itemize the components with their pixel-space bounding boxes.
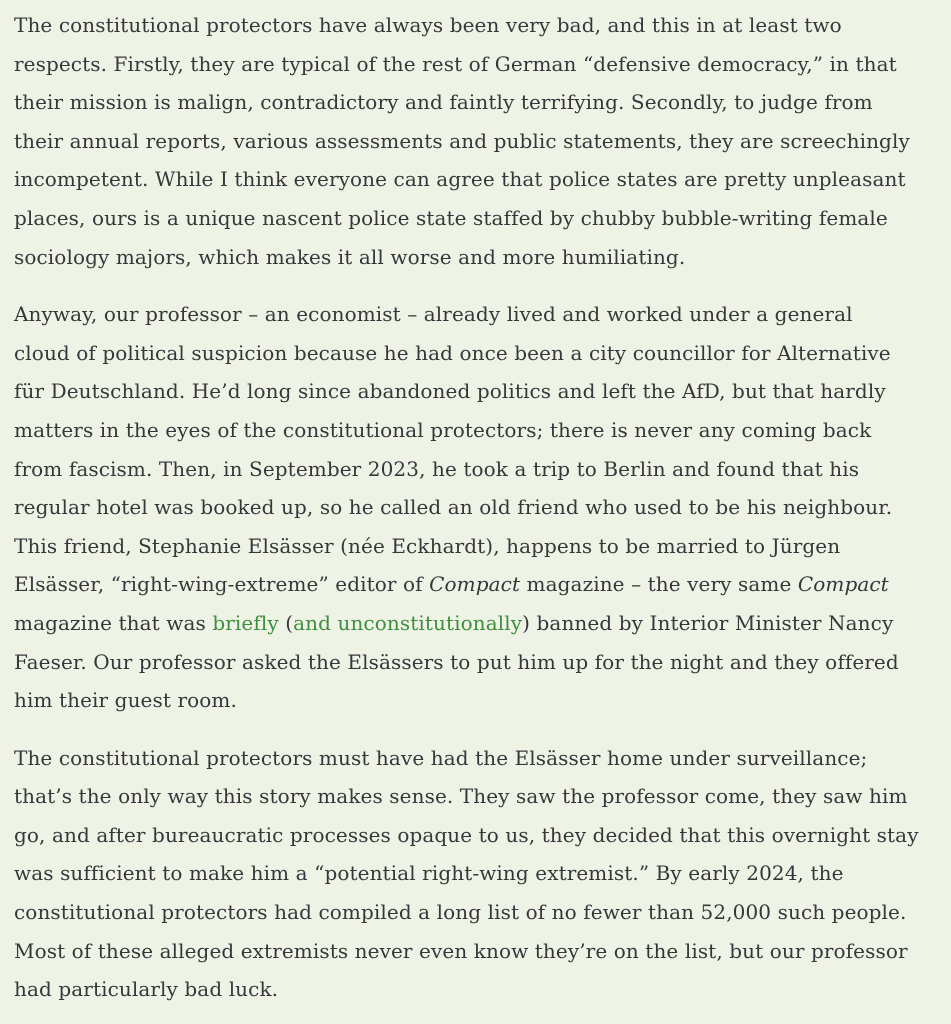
text-segment: magazine that was (14, 610, 213, 635)
text-line: cloud of political suspicion because he had once been a city councillor for Alternative (14, 340, 891, 365)
text-line: regular hotel was booked up, so he called an old friend who used to be his neighbour. (14, 495, 893, 520)
text-line: go, and after bureaucratic processes opaque to us, they decided that this overnight stay (14, 822, 919, 847)
text-line: incompetent. While I think everyone can agree that police states are pretty unpleasant (14, 167, 906, 192)
text-segment: Elsässer, “right-wing-extreme” editor of (14, 572, 430, 597)
publication-title: Compact (797, 572, 889, 597)
text-line: their mission is malign, contradictory and faintly terrifying. Secondly, to judge from (14, 90, 873, 115)
text-line: their annual reports, various assessments and public statements, they are screechingly (14, 128, 910, 153)
text-segment: magazine – the very same (520, 572, 798, 597)
text-line: sociology majors, which makes it all worse and more humiliating. (14, 244, 686, 269)
text-line: that’s the only way this story makes sense. They saw the professor come, they saw him (14, 784, 908, 809)
publication-title: Compact (429, 572, 521, 597)
text-line: Most of these alleged extremists never even know they’re on the list, but our professor (14, 938, 908, 963)
text-line: The constitutional protectors have always been very bad, and this in at least two (14, 13, 842, 37)
text-line: Anyway, our professor – an economist – already lived and worked under a general (14, 302, 853, 327)
text-line: from fascism. Then, in September 2023, he took a trip to Berlin and found that his (14, 456, 860, 481)
text-line: him their guest room. (14, 688, 237, 713)
text-line (14, 604, 951, 643)
text-line: was sufficient to make him a “potential right-wing extremist.” By early 2024, the (14, 861, 844, 886)
paragraph-1 (14, 6, 951, 276)
text-line: places, ours is a unique nascent police state staffed by chubby bubble-writing female (14, 205, 888, 230)
paragraph-3 (14, 739, 951, 1009)
paragraph-2 (14, 295, 951, 720)
text-line: matters in the eyes of the constitutional protectors; there is never any coming back (14, 417, 872, 442)
unconstitutionally-link[interactable]: and unconstitutionally (293, 610, 523, 635)
text-line (14, 565, 951, 604)
text-line: constitutional protectors had compiled a long list of no fewer than 52,000 such people. (14, 900, 907, 925)
text-line: respects. Firstly, they are typical of the rest of German “defensive democracy,” in that (14, 51, 897, 76)
text-segment: ( (278, 610, 294, 635)
text-line: had particularly bad luck. (14, 977, 279, 1002)
text-line: The constitutional protectors must have had the Elsässer home under surveillance; (14, 745, 868, 770)
text-segment: ) banned by Interior Minister Nancy (522, 610, 894, 635)
text-line: This friend, Stephanie Elsässer (née Eckhardt), happens to be married to Jürgen (14, 533, 841, 558)
text-line: für Deutschland. He’d long since abandoned politics and left the AfD, but that hardly (14, 379, 886, 404)
text-line: Faeser. Our professor asked the Elsässers to put him up for the night and they offered (14, 649, 899, 674)
briefly-link[interactable]: briefly (212, 610, 279, 635)
